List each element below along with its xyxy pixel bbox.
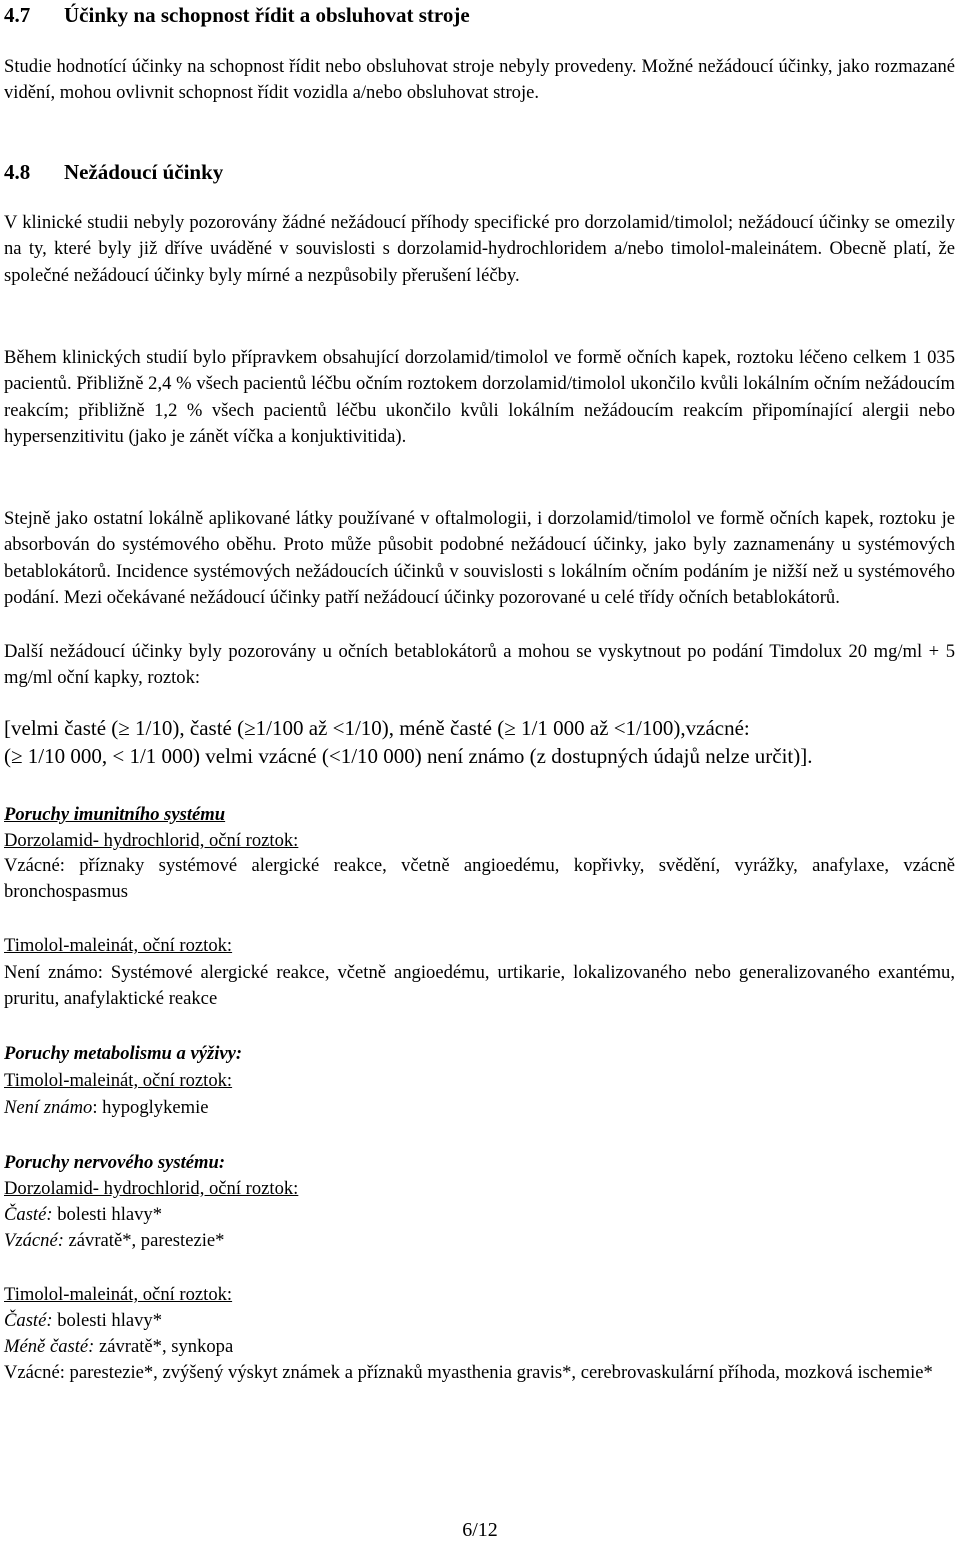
- nervous-dorzolamid-item-1: [4, 1206, 162, 1225]
- immune-dorzolamid-text: Vzácné: příznaky systémové alergické reakce, včetně angioedému, kopřivky, svědění, vyrážky, anafylaxe, vzácně bronchospasmus: [4, 855, 955, 903]
- metabolism-heading: Poruchy metabolismu a výživy:: [4, 1043, 243, 1064]
- immune-dorzolamid-label: Dorzolamid- hydrochlorid, oční roztok:: [4, 830, 299, 851]
- section-heading-4-7: [4, 5, 470, 26]
- nervous-timolol-item-3: Vzácné: parestezie*, zvýšený výskyt známek a příznaků myasthenia gravis*, cerebrovaskulární příhoda, mozková ischemie*: [4, 1362, 933, 1383]
- page-number: 6/12: [462, 1519, 498, 1541]
- immune-heading: Poruchy imunitního systému: [4, 804, 226, 825]
- paragraph-patients: Během klinických studií bylo přípravkem obsahující dorzolamid/timolol ve formě očních kapek, roztoku léčeno celkem 1 035 pacientů. Přibližně 2,4 % všech pacientů léčbu očním roztokem dorzolamid/timolol ukončilo kvůli lokálním očním nežádoucím reakcím; přibližně 1,2 % všech pacientů léčbu ukončilo kvůli lokálním nežádoucím reakcím připomínající alergii nebo hypersenzitivitu (jako je zánět víčka a konjuktivitida).: [4, 347, 955, 448]
- effect-text: : hypoglykemie: [92, 1097, 209, 1118]
- section-title: Účinky na schopnost řídit a obsluhovat stroje: [64, 3, 470, 27]
- effect-text: závratě*, parestezie*: [63, 1230, 225, 1251]
- section-number: 4.7: [4, 3, 31, 27]
- paragraph-driving: Studie hodnotící účinky na schopnost řídit nebo obsluhovat stroje nebyly provedeny. Možné nežádoucí účinky, jako rozmazané vidění, mohou ovlivnit schopnost řídit vozidla a/nebo obsluhovat stroje.: [4, 56, 955, 104]
- nervous-dorzolamid-item-2: [4, 1232, 224, 1251]
- paragraph-timdolux: Další nežádoucí účinky byly pozorovány u očních betablokátorů a mohou se vyskytnout po podání Timdolux 20 mg/ml + 5 mg/ml oční kapky, roztok:: [4, 641, 955, 689]
- nervous-dorzolamid-label: Dorzolamid- hydrochlorid, oční roztok:: [4, 1178, 299, 1199]
- section-title: Nežádoucí účinky: [64, 160, 224, 184]
- frequency-label: Méně časté:: [4, 1336, 95, 1357]
- effect-text: závratě*, synkopa: [94, 1336, 234, 1357]
- effect-text: bolesti hlavy*: [52, 1204, 163, 1225]
- section-heading-4-8: [4, 162, 223, 183]
- metabolism-item: [4, 1099, 209, 1118]
- section-number: 4.8: [4, 160, 31, 184]
- paragraph-systemic: Stejně jako ostatní lokálně aplikované látky používané v oftalmologii, i dorzolamid/timolol ve formě očních kapek, roztoku je absorbován do systémového oběhu. Proto může působit podobné nežádoucí účinky, jako byly zaznamenány u systémových betablokátorů. Incidence systémových nežádoucích účinků v souvislosti s lokálním očním podáním je nižší než u systémového podání. Mezi očekávané nežádoucí účinky patří nežádoucí účinky pozorované u celé třídy očních betablokátorů.: [4, 508, 955, 609]
- nervous-timolol-label: Timolol-maleinát, oční roztok:: [4, 1284, 233, 1305]
- effect-text: bolesti hlavy*: [52, 1310, 163, 1331]
- immune-timolol-text: Není známo: Systémové alergické reakce, včetně angioedému, urtikarie, lokalizovaného nebo generalizovaného exantému, pruritu, anafylaktické reakce: [4, 962, 955, 1010]
- nervous-timolol-item-2: [4, 1338, 233, 1357]
- frequency-line-1: [velmi časté (≥ 1/10), časté (≥1/100 až <1/10), méně časté (≥ 1/1 000 až <1/100),vzácné:: [4, 716, 750, 740]
- metabolism-timolol-label: Timolol-maleinát, oční roztok:: [4, 1070, 233, 1091]
- frequency-label: Není známo: [4, 1097, 93, 1118]
- frequency-label: Časté:: [4, 1310, 53, 1331]
- immune-timolol-label: Timolol-maleinát, oční roztok:: [4, 935, 233, 956]
- nervous-heading: Poruchy nervového systému:: [4, 1152, 226, 1173]
- nervous-timolol-item-1: [4, 1312, 162, 1331]
- frequency-label: Časté:: [4, 1204, 53, 1225]
- frequency-line-2: (≥ 1/10 000, < 1/1 000) velmi vzácné (<1/10 000) není známo (z dostupných údajů nelze určit)].: [4, 744, 813, 768]
- frequency-label: Vzácné:: [4, 1230, 64, 1251]
- paragraph-clinical-study: V klinické studii nebyly pozorovány žádné nežádoucí příhody specifické pro dorzolamid/timolol; nežádoucí účinky se omezily na ty, které byly již dříve uváděné v souvislosti s dorzolamid-hydrochloridem a/nebo timolol-maleinátem. Obecně platí, že společné nežádoucí účinky byly mírné a nezpůsobily přerušení léčby.: [4, 212, 955, 286]
